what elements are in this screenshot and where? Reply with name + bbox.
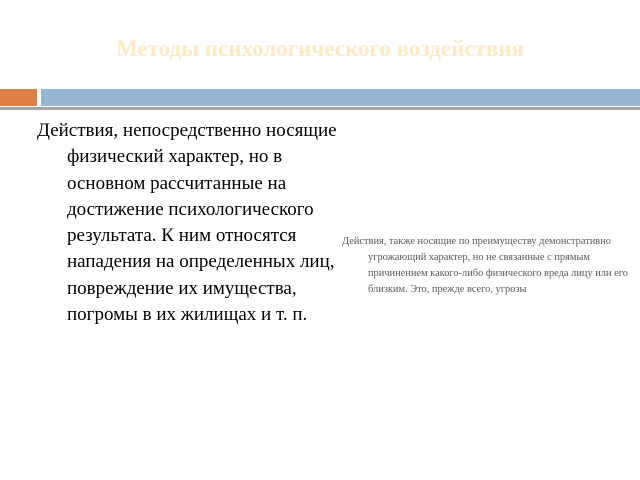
right-content-text: Действия, также носящие по преимуществу демонстративно угрожающий характер, но не связанные с прямым причинением какого-либо физического вреда лицу или его близким. Это, прежде всего, угрозы xyxy=(342,236,628,295)
left-content-text: Действия, непосредственно носящие физический характер, но в основном рассчитанные на достижение психологического результата. К ним относятся нападения на определенных лиц, повреждение их имущества, погромы в их жилищах и т. п. xyxy=(37,120,337,326)
slide-title: Методы психологического воздействия xyxy=(116,36,524,61)
divider xyxy=(0,107,640,110)
accent-bar-blue xyxy=(41,89,640,106)
accent-bar-orange xyxy=(0,89,37,106)
